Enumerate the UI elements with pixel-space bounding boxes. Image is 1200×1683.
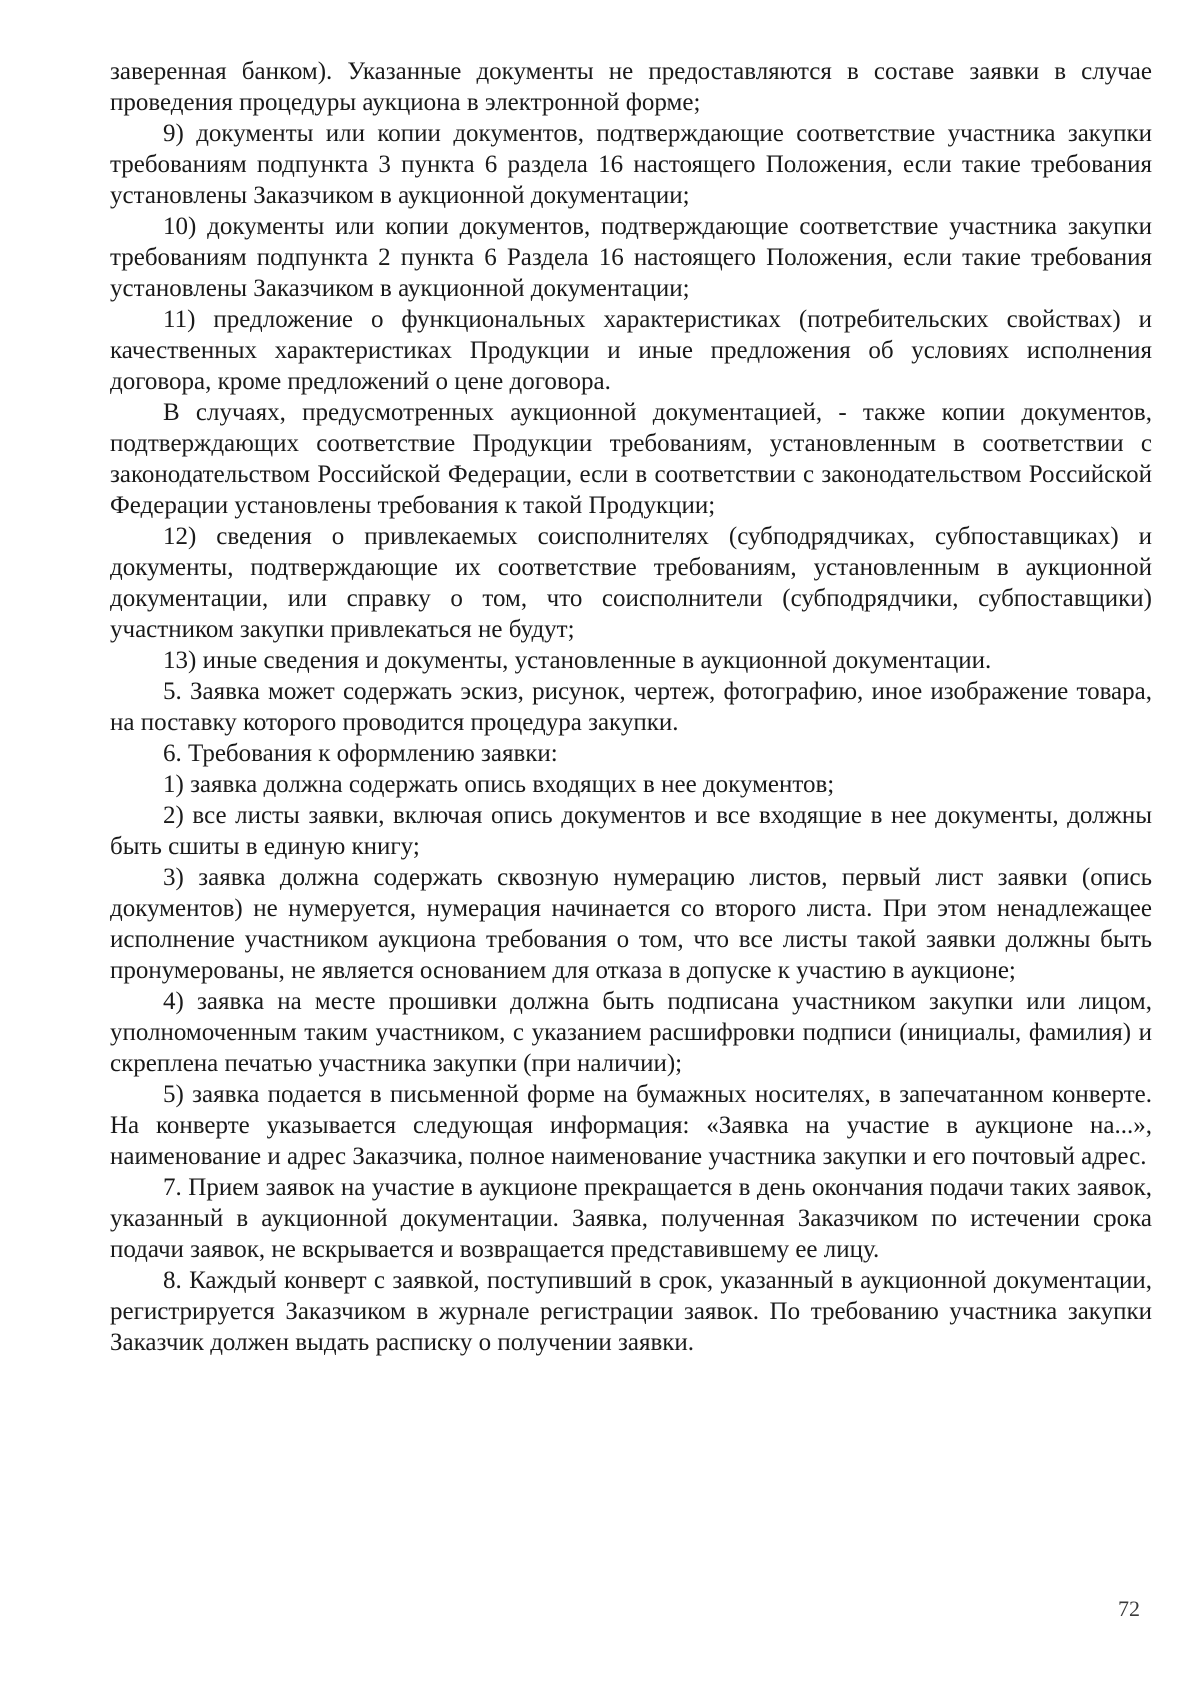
paragraph-section-7: 7. Прием заявок на участие в аукционе прекращается в день окончания подачи таких заявок, указанный в аукционной документации. Заявка, полученная Заказчиком по истечении срока подачи заявок, не вскрывается и возвращается представившему ее лицу. <box>110 1174 1152 1263</box>
paragraph-item-11: 11) предложение о функциональных характеристиках (потребительских свойствах) и качественных характеристиках Продукции и иные предложения об условиях исполнения договора, кроме предложений о цене договора. <box>110 306 1152 395</box>
paragraph-item-12: 12) сведения о привлекаемых соисполнителях (субподрядчиках, субпоставщиках) и документы, подтверждающие их соответствие требованиям, установленным в аукционной документации, или справку о том, что соисполнители (субподрядчики, субпоставщики) участником закупки привлекаться не будут; <box>110 523 1152 643</box>
paragraph-continuation: заверенная банком). Указанные документы не предоставляются в составе заявки в случае проведения процедуры аукциона в электронной форме; <box>110 58 1152 116</box>
page-number: 72 <box>1118 1596 1140 1621</box>
paragraph-section-5: 5. Заявка может содержать эскиз, рисунок, чертеж, фотографию, иное изображение товара, на поставку которого проводится процедура закупки. <box>110 678 1152 736</box>
paragraph-requirement-1: 1) заявка должна содержать опись входящих в нее документов; <box>163 771 835 798</box>
paragraph-requirement-2: 2) все листы заявки, включая опись документов и все входящие в нее документы, должны быть сшиты в единую книгу; <box>110 802 1152 860</box>
paragraph-requirement-3: 3) заявка должна содержать сквозную нумерацию листов, первый лист заявки (опись документов) не нумеруется, нумерация начинается со второго листа. При этом ненадлежащее исполнение участником аукциона требования о том, что все листы такой заявки должны быть пронумерованы, не является основанием для отказа в допуске к участию в аукционе; <box>110 864 1152 984</box>
paragraph-requirement-4: 4) заявка на месте прошивки должна быть подписана участником закупки или лицом, уполномоченным таким участником, с указанием расшифровки подписи (инициалы, фамилия) и скреплена печатью участника закупки (при наличии); <box>110 988 1152 1077</box>
paragraph-section-6-heading: 6. Требования к оформлению заявки: <box>163 740 558 767</box>
document-body <box>110 56 1152 1358</box>
paragraph-item-9: 9) документы или копии документов, подтверждающие соответствие участника закупки требованиям подпункта 3 пункта 6 раздела 16 настоящего Положения, если такие требования установлены Заказчиком в аукционной документации; <box>110 120 1152 209</box>
paragraph-section-8: 8. Каждый конверт с заявкой, поступивший в срок, указанный в аукционной документации, регистрируется Заказчиком в журнале регистрации заявок. По требованию участника закупки Заказчик должен выдать расписку о получении заявки. <box>110 1267 1152 1356</box>
paragraph-product-docs: В случаях, предусмотренных аукционной документацией, - также копии документов, подтверждающих соответствие Продукции требованиям, установленным в соответствии с законодательством Российской Федерации, если в соответствии с законодательством Российской Федерации установлены требования к такой Продукции; <box>110 399 1152 519</box>
paragraph-item-13: 13) иные сведения и документы, установленные в аукционной документации. <box>163 647 992 674</box>
paragraph-item-10: 10) документы или копии документов, подтверждающие соответствие участника закупки требованиям подпункта 2 пункта 6 Раздела 16 настоящего Положения, если такие требования установлены Заказчиком в аукционной документации; <box>110 213 1152 302</box>
paragraph-requirement-5: 5) заявка подается в письменной форме на бумажных носителях, в запечатанном конверте. На конверте указывается следующая информация: «Заявка на участие в аукционе на...», наименование и адрес Заказчика, полное наименование участника закупки и его почтовый адрес. <box>110 1081 1152 1170</box>
